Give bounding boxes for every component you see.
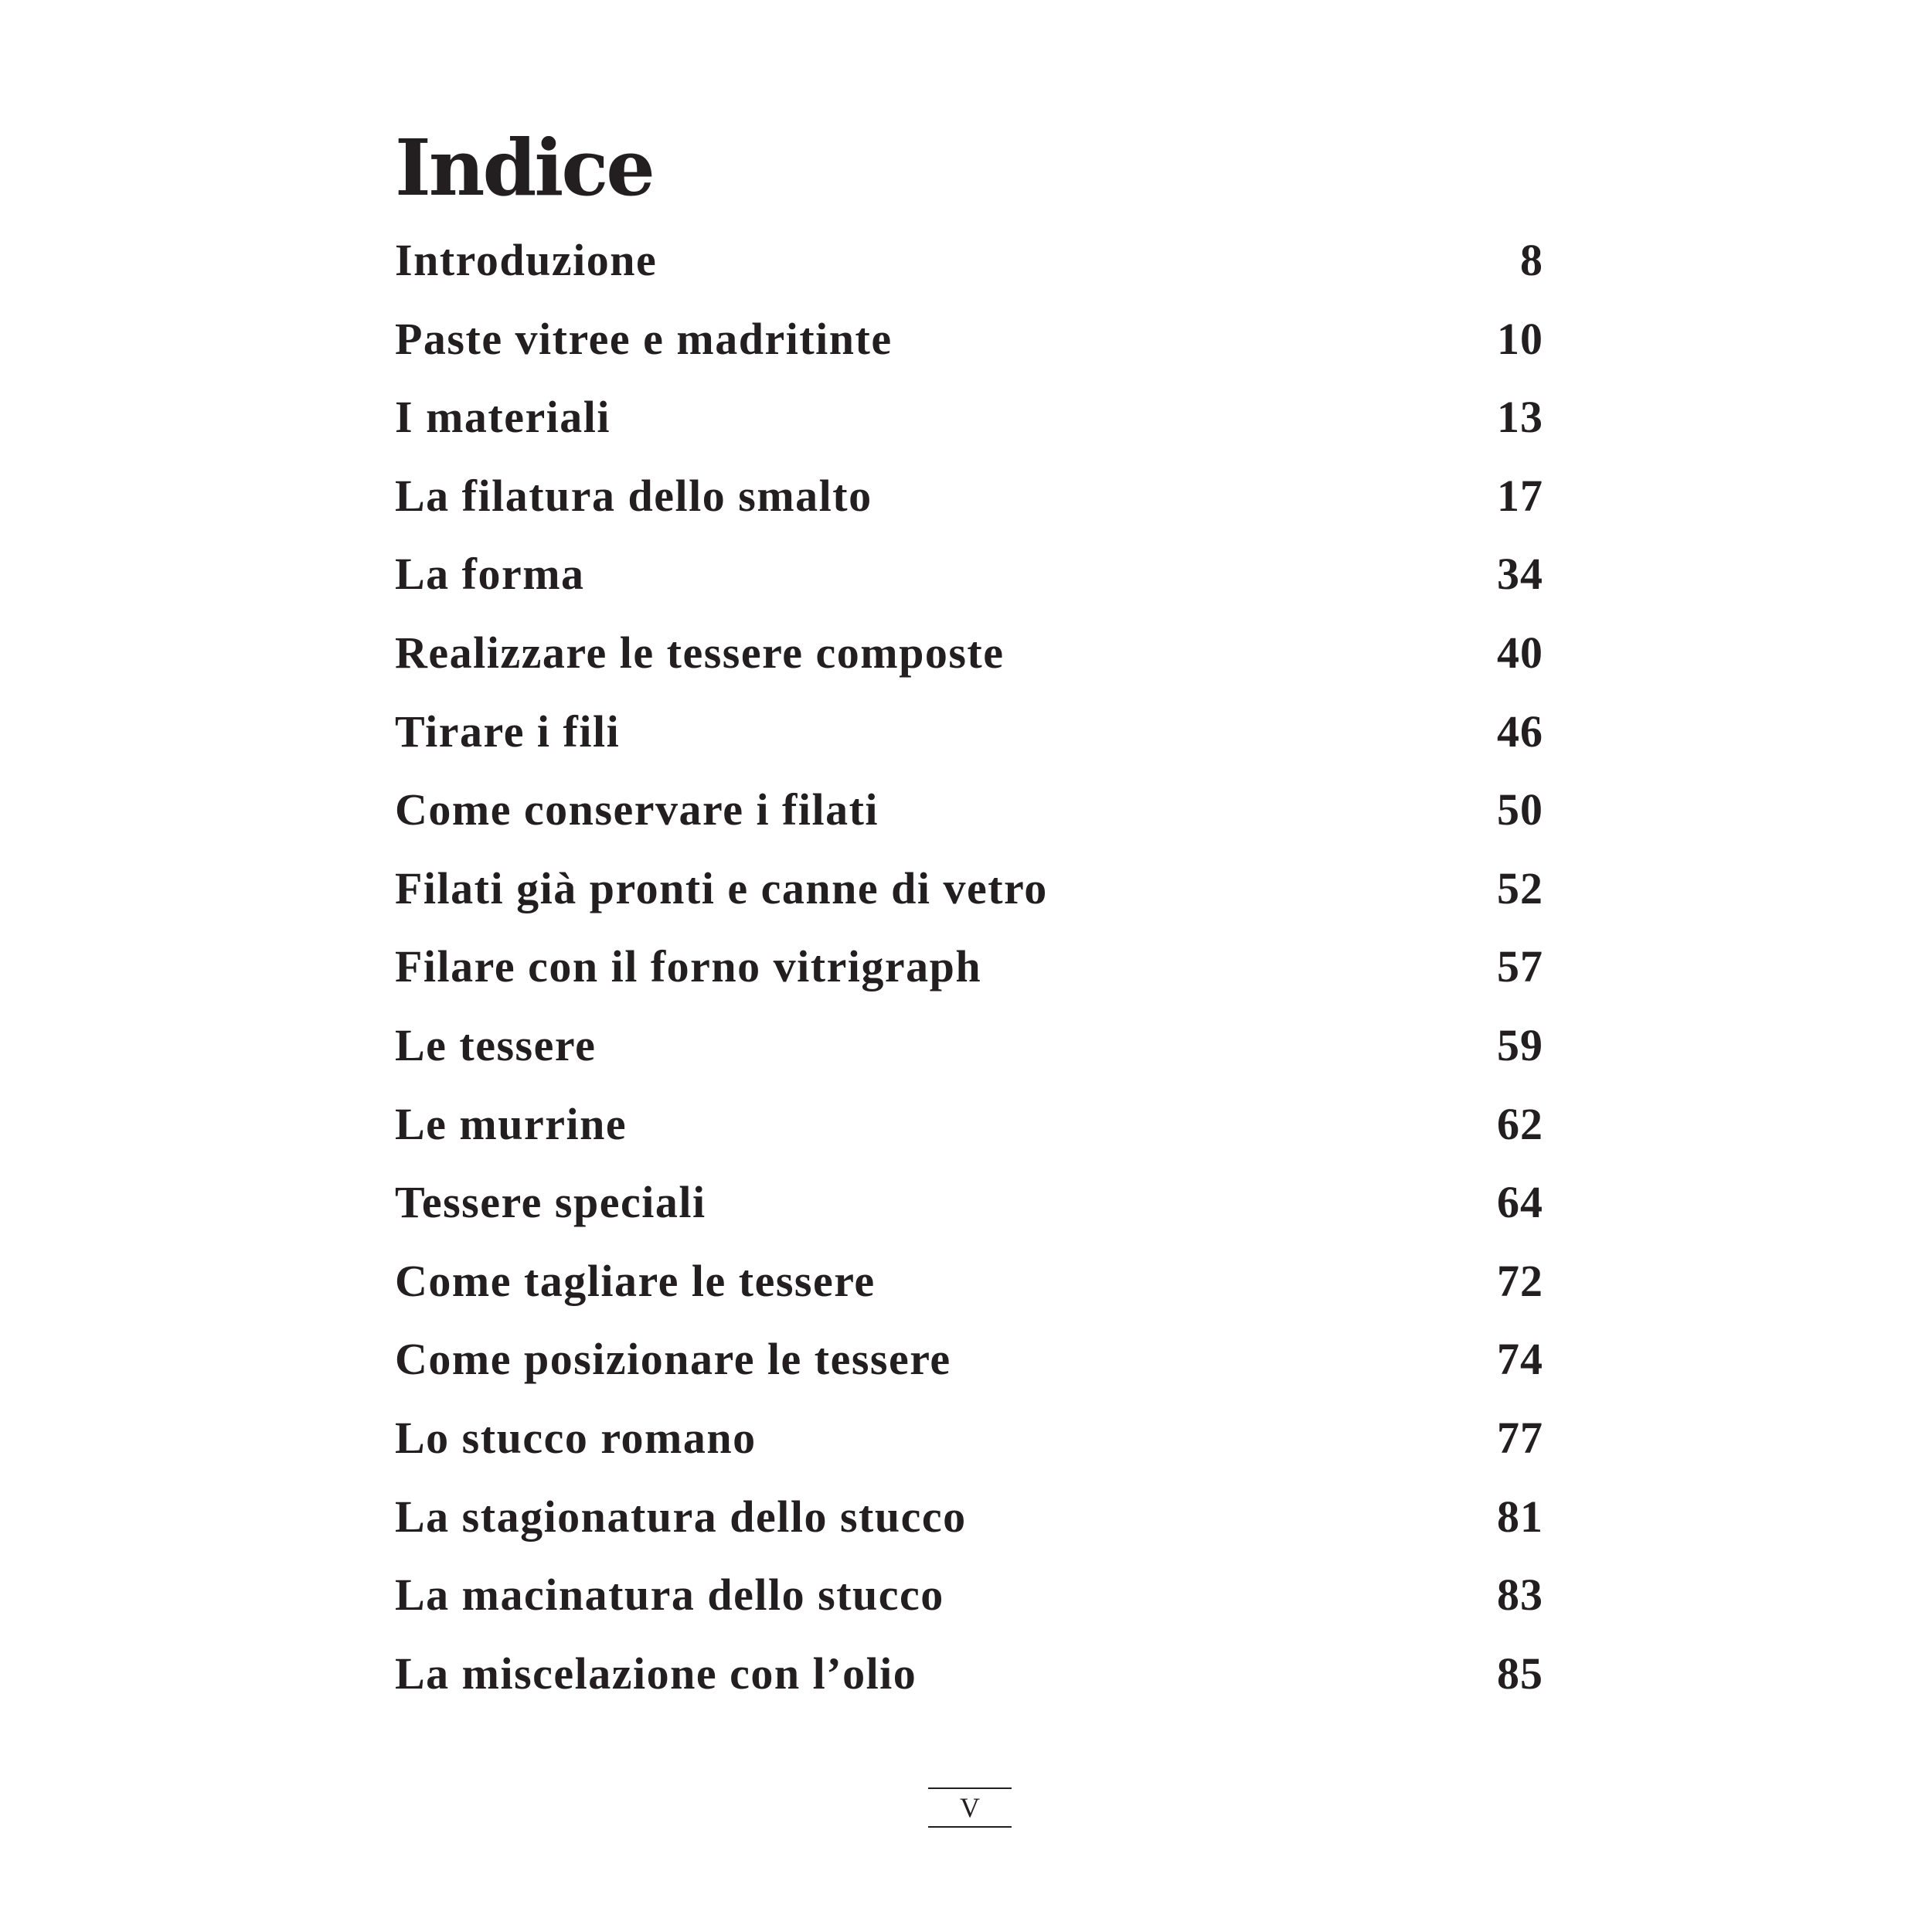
toc-entry-page: 46 bbox=[1497, 706, 1543, 757]
toc-entry-title: La stagionatura dello stucco bbox=[395, 1491, 967, 1542]
toc-entry-page: 85 bbox=[1497, 1648, 1543, 1699]
toc-entry[interactable] bbox=[395, 392, 1543, 471]
toc-entry-title: Tessere speciali bbox=[395, 1177, 706, 1228]
toc-entry-title: Realizzare le tessere composte bbox=[395, 627, 1005, 678]
toc-entry-page: 50 bbox=[1497, 784, 1543, 835]
toc-entry-page: 62 bbox=[1497, 1098, 1543, 1149]
toc-entry-title: La miscelazione con l’olio bbox=[395, 1648, 917, 1699]
toc-entry-title: La forma bbox=[395, 549, 585, 600]
toc-entry-page: 34 bbox=[1497, 549, 1543, 600]
toc-entry[interactable] bbox=[395, 784, 1543, 863]
toc-entry-title: Le murrine bbox=[395, 1098, 628, 1149]
toc-entry-page: 77 bbox=[1497, 1412, 1543, 1463]
toc-entry-title: Le tessere bbox=[395, 1019, 597, 1070]
toc-entry[interactable] bbox=[395, 1492, 1543, 1570]
toc-entry[interactable] bbox=[395, 1099, 1543, 1178]
toc-entry-title: La filatura dello smalto bbox=[395, 470, 872, 521]
toc-entry-title: Tirare i fili bbox=[395, 706, 621, 757]
toc-entry-title: Come conservare i filati bbox=[395, 784, 879, 835]
toc-entry-page: 17 bbox=[1497, 470, 1543, 521]
toc-entry-page: 64 bbox=[1497, 1177, 1543, 1228]
page-title: Indice bbox=[395, 122, 653, 213]
toc-entry[interactable] bbox=[395, 314, 1543, 393]
toc-entry-page: 40 bbox=[1497, 627, 1543, 678]
toc-entry[interactable] bbox=[395, 1334, 1543, 1413]
toc-entry-page: 52 bbox=[1497, 862, 1543, 913]
toc-entry[interactable] bbox=[395, 471, 1543, 549]
toc-entry-page: 59 bbox=[1497, 1019, 1543, 1070]
toc-entry-title: La macinatura dello stucco bbox=[395, 1570, 944, 1621]
toc-entry-page: 83 bbox=[1497, 1570, 1543, 1621]
toc-entry-page: 57 bbox=[1497, 941, 1543, 992]
toc-entry-title: Come tagliare le tessere bbox=[395, 1255, 876, 1306]
toc-entry-page: 81 bbox=[1497, 1491, 1543, 1542]
toc-entry-title: I materiali bbox=[395, 392, 611, 443]
toc-entry-page: 10 bbox=[1497, 313, 1543, 364]
toc-entry-page: 74 bbox=[1497, 1334, 1543, 1385]
toc-entry[interactable] bbox=[395, 941, 1543, 1020]
toc-entry-page: 13 bbox=[1497, 392, 1543, 443]
toc-entry[interactable] bbox=[395, 706, 1543, 785]
table-of-contents bbox=[395, 235, 1543, 1726]
toc-entry-title: Lo stucco romano bbox=[395, 1412, 757, 1463]
toc-entry[interactable] bbox=[395, 549, 1543, 628]
toc-entry[interactable] bbox=[395, 1177, 1543, 1256]
page-number: V bbox=[928, 1787, 1012, 1828]
toc-entry[interactable] bbox=[395, 1256, 1543, 1335]
toc-entry-title: Filare con il forno vitrigraph bbox=[395, 941, 982, 992]
toc-entry-title: Introduzione bbox=[395, 235, 658, 285]
toc-entry[interactable] bbox=[395, 1020, 1543, 1099]
toc-entry-title: Filati già pronti e canne di vetro bbox=[395, 862, 1048, 913]
toc-entry[interactable] bbox=[395, 1570, 1543, 1648]
toc-entry[interactable] bbox=[395, 1648, 1543, 1727]
toc-entry-title: Paste vitree e madritinte bbox=[395, 313, 893, 364]
toc-entry-page: 72 bbox=[1497, 1255, 1543, 1306]
toc-entry[interactable] bbox=[395, 628, 1543, 706]
toc-entry[interactable] bbox=[395, 235, 1543, 314]
toc-entry[interactable] bbox=[395, 863, 1543, 942]
toc-entry-title: Come posizionare le tessere bbox=[395, 1334, 951, 1385]
toc-entry[interactable] bbox=[395, 1413, 1543, 1492]
toc-entry-page: 8 bbox=[1520, 235, 1543, 285]
